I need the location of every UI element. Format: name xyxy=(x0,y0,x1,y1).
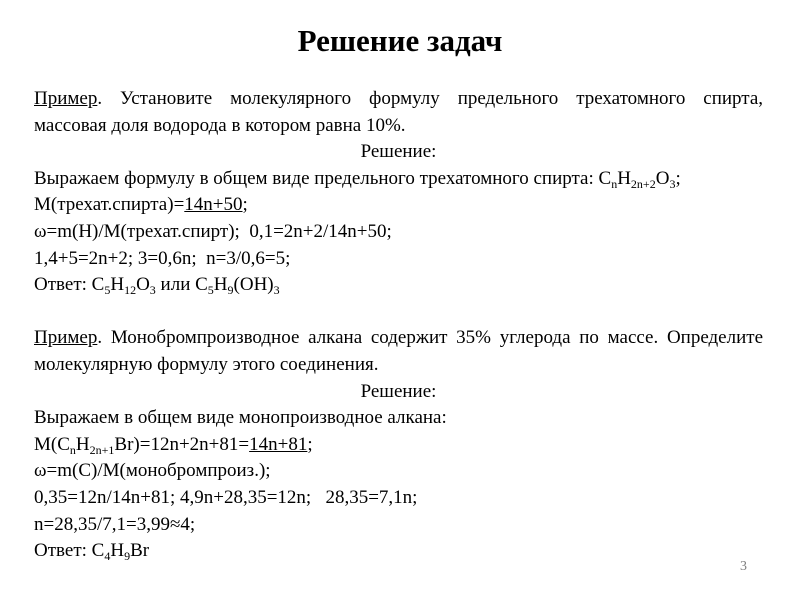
ex2-problem-line2: молекулярную формулу этого соединения. xyxy=(34,353,379,375)
ex1-problem-line2: массовая доля водорода в котором равна 10%. xyxy=(34,114,406,136)
ex2-step-general: Выражаем в общем виде монопроизводное алкана: xyxy=(34,407,447,429)
page-number: 3 xyxy=(740,559,747,574)
ex1-step-omega: ω=m(H)/М(трехат.спирт); 0,1=2n+2/14n+50; xyxy=(34,220,392,242)
slide-title: Решение задач xyxy=(297,23,503,58)
ex2-step-molar-mass: $М(C_nH_{2n+1}Br)=12n+2n+81=14n+81$; xyxy=(34,433,313,457)
blank-line-spacer xyxy=(34,299,763,326)
ex2-step-omega: ω=m(C)/М(монобромпроиз.); xyxy=(34,460,271,482)
ex2-problem-line1: Пример. Монобромпроизводное алкана содержит 35% углерода по массе. Определите xyxy=(34,327,763,349)
ex2-step-n: n=28,35/7,1=3,99≈4; xyxy=(34,513,196,535)
slide-body xyxy=(0,86,800,565)
ex2-step-calc: 0,35=12n/14n+81; 4,9n+28,35=12n; 28,35=7,1n; xyxy=(34,486,418,508)
ex2-answer: Ответ: $C_4H_9Br$ xyxy=(34,540,150,564)
ex1-step-molar-mass: М(трехат.спирта)=14n+50; xyxy=(34,194,248,216)
ex1-answer: Ответ: $C_5H_{12}O_3$ или $C_5H_9(OH)_3$ xyxy=(34,274,280,298)
ex2-solution-label: Решение: xyxy=(360,380,437,402)
ex1-step-formula: Выражаем формулу в общем виде предельного трехатомного спирта: $C_nH_{2n+2}O_3$; xyxy=(34,167,681,191)
ex1-solution-label: Решение: xyxy=(360,141,437,163)
ex1-problem-line1: Пример. Установите молекулярного формулу предельного трехатомного спирта, xyxy=(34,88,763,109)
ex1-step-calc: 1,4+5=2n+2; 3=0,6n; n=3/0,6=5; xyxy=(34,247,291,269)
